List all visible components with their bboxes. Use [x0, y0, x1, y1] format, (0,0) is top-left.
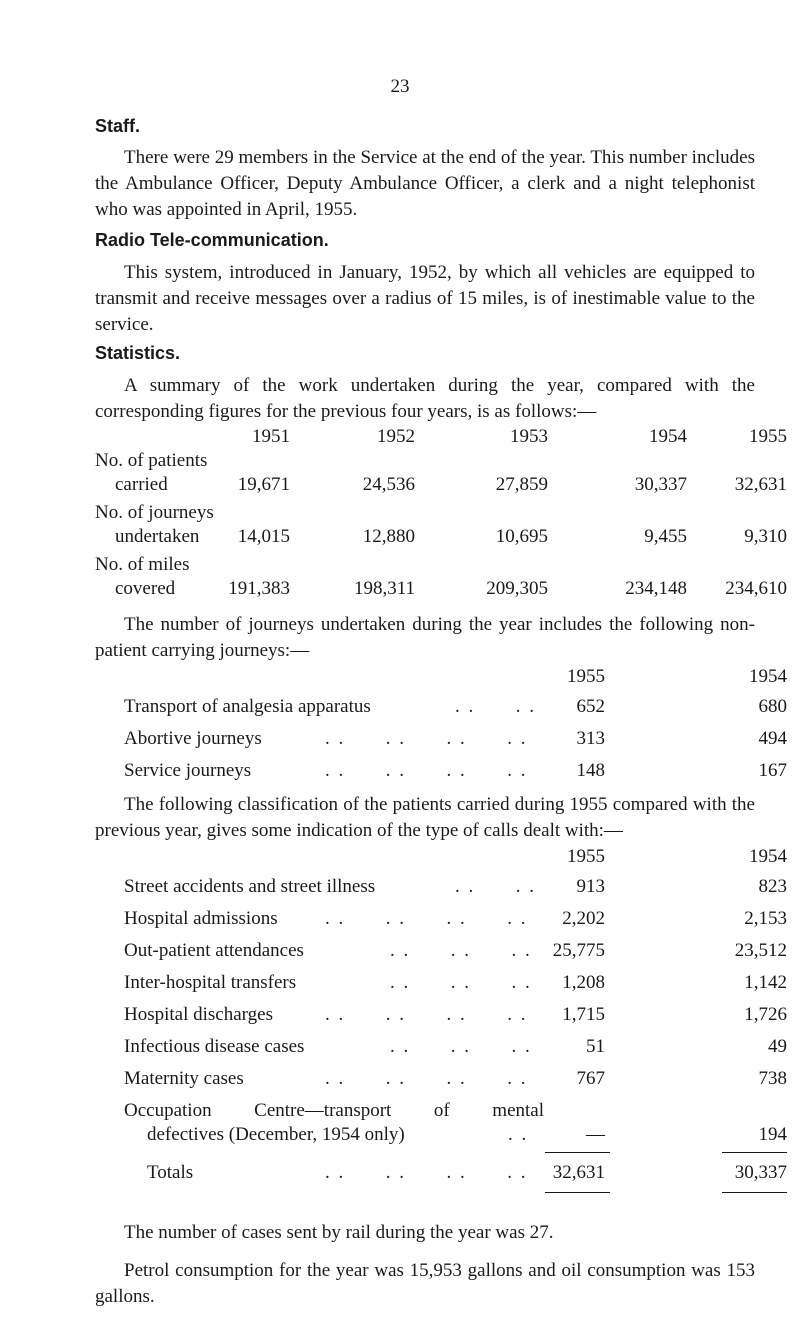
table-cell: 9,455: [644, 526, 687, 547]
column-header: 1955: [567, 666, 605, 687]
totals-label: Totals: [147, 1162, 194, 1183]
total-rule: [722, 1192, 787, 1193]
table-cell: 10,695: [495, 526, 548, 547]
table-cell: 191,383: [228, 578, 290, 599]
row-label: Transport of analgesia apparatus: [124, 696, 371, 717]
rail-text: The number of cases sent by rail during the year was 27.: [124, 1222, 554, 1243]
table-cell: 1,142: [744, 972, 787, 993]
row-label: Occupation Centre—transport of mental: [124, 1100, 544, 1121]
leader-dots: . . . . . . . .: [325, 908, 528, 929]
leader-dots: . . . . . . . .: [325, 1162, 528, 1183]
row-label: Out-patient attendances: [124, 940, 304, 961]
row-label: Maternity cases: [124, 1068, 244, 1089]
leader-dots: . . . .: [455, 876, 536, 897]
row-label: No. of journeys: [95, 502, 214, 523]
leader-dots: . . . .: [455, 696, 536, 717]
column-header: 1955: [567, 846, 605, 867]
table-cell: 32,631: [734, 474, 787, 495]
leader-dots: . . . . . . . .: [325, 760, 528, 781]
row-label: defectives (December, 1954 only): [147, 1124, 405, 1145]
table-cell: 652: [576, 696, 605, 717]
table-cell: 313: [576, 728, 605, 749]
year-header: 1953: [510, 426, 548, 447]
statistics-heading: Statistics.: [95, 343, 181, 363]
table-cell: —: [586, 1124, 605, 1145]
row-label: Street accidents and street illness: [124, 876, 376, 897]
statistics-intro-paragraph: [95, 373, 755, 425]
row-label: carried: [115, 474, 168, 495]
non-patient-intro: The number of journeys undertaken during the year includes the following non-patient carrying journeys:—: [95, 614, 755, 661]
table-cell: 680: [758, 696, 787, 717]
row-label: covered: [115, 578, 176, 599]
row-label: Hospital admissions: [124, 908, 278, 929]
row-label: undertaken: [115, 526, 200, 547]
radio-heading: Radio Tele-communication.: [95, 230, 329, 250]
table-cell: 2,153: [744, 908, 787, 929]
column-header: 1954: [749, 666, 787, 687]
statistics-intro: A summary of the work undertaken during the year, compared with the corresponding figures for the previous four years, is as follows:—: [95, 375, 755, 422]
table-cell: 30,337: [734, 1162, 787, 1183]
table-cell: 14,015: [237, 526, 290, 547]
table-cell: 198,311: [353, 578, 415, 599]
total-rule: [545, 1192, 610, 1193]
row-label: No. of patients: [95, 450, 208, 471]
leader-dots: . . . . . . . .: [325, 1068, 528, 1089]
year-header: 1952: [377, 426, 415, 447]
non-patient-intro-paragraph: [95, 612, 755, 664]
leader-dots: . . . . . . . .: [325, 1004, 528, 1025]
radio-paragraph: [95, 260, 755, 338]
year-header: 1951: [252, 426, 290, 447]
row-label: Abortive journeys: [124, 728, 262, 749]
table-cell: 738: [758, 1068, 787, 1089]
leader-dots: . . . . . .: [390, 972, 532, 993]
row-label: Inter-hospital transfers: [124, 972, 297, 993]
table-cell: 30,337: [634, 474, 687, 495]
staff-heading: Staff.: [95, 116, 140, 136]
leader-dots: . .: [508, 1124, 529, 1145]
table-cell: 234,610: [725, 578, 787, 599]
rail-paragraph: [95, 1220, 755, 1246]
table-cell: 9,310: [744, 526, 787, 547]
leader-dots: . . . . . .: [390, 1036, 532, 1057]
column-header: 1954: [749, 846, 787, 867]
table-cell: 23,512: [734, 940, 787, 961]
row-label: Service journeys: [124, 760, 252, 781]
table-cell: 2,202: [562, 908, 605, 929]
classification-intro: The following classification of the patients carried during 1955 compared with the previous year, gives some indication of the type of calls dealt with:—: [95, 794, 755, 841]
table-cell: 25,775: [552, 940, 605, 961]
table-cell: 913: [576, 876, 605, 897]
row-label: No. of miles: [95, 554, 190, 575]
radio-text: This system, introduced in January, 1952, by which all vehicles are equipped to transmit and receive messages over a radius of 15 miles, is of inestimable value to the service.: [95, 262, 755, 335]
staff-paragraph: [95, 145, 755, 223]
staff-text: There were 29 members in the Service at the end of the year. This number includes the Ambulance Officer, Deputy Ambulance Officer, a clerk and a night telephonist who was appointed in April, 1955.: [95, 147, 755, 220]
total-rule: [545, 1152, 610, 1153]
table-cell: 1,726: [744, 1004, 787, 1025]
classification-intro-paragraph: [95, 792, 755, 844]
petrol-paragraph: [95, 1258, 755, 1310]
table-cell: 27,859: [495, 474, 548, 495]
table-cell: 1,208: [562, 972, 605, 993]
leader-dots: . . . . . . . .: [325, 728, 528, 749]
table-cell: 767: [576, 1068, 605, 1089]
year-header: 1954: [649, 426, 687, 447]
table-cell: 194: [758, 1124, 787, 1145]
table-cell: 167: [758, 760, 787, 781]
table-cell: 12,880: [362, 526, 415, 547]
table-cell: 1,715: [562, 1004, 605, 1025]
table-cell: 49: [768, 1036, 787, 1057]
leader-dots: . . . . . .: [390, 940, 532, 961]
table-cell: 148: [576, 760, 605, 781]
table-cell: 51: [586, 1036, 605, 1057]
table-cell: 234,148: [625, 578, 687, 599]
table-cell: 19,671: [237, 474, 290, 495]
year-header: 1955: [749, 426, 787, 447]
page-number: 23: [390, 76, 410, 97]
table-cell: 823: [758, 876, 787, 897]
table-cell: 32,631: [552, 1162, 605, 1183]
total-rule: [722, 1152, 787, 1153]
petrol-text: Petrol consumption for the year was 15,953 gallons and oil consumption was 153 gallons.: [95, 1260, 755, 1307]
row-label: Infectious disease cases: [124, 1036, 305, 1057]
table-cell: 209,305: [486, 578, 548, 599]
row-label: Hospital discharges: [124, 1004, 273, 1025]
table-cell: 24,536: [362, 474, 415, 495]
table-cell: 494: [758, 728, 787, 749]
